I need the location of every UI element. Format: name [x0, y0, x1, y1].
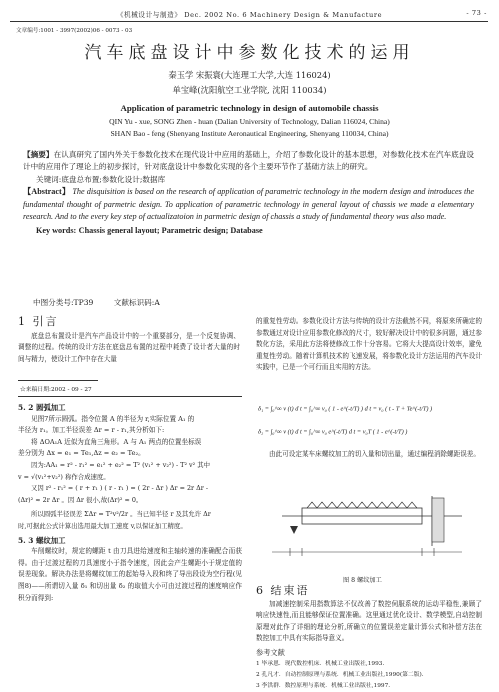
authors-en-2: SHAN Bao - feng (Shenyang Institute Aeronautical Engineering, Shenyang 110034, China) [110, 129, 389, 138]
article-number: 文章编号:1001 - 3997(2002)06 - 0073 - 03 [16, 28, 133, 34]
keywords-en-text: Chassis general layout; Parametric design; Database [78, 226, 263, 235]
keywords-cn [23, 174, 474, 186]
sec52-line-5: 因为:AA₁ = r² - r₁² = e₁² + e₂² = T² (v₁² + v₂²) - T² v² 其中 [31, 460, 211, 469]
running-header [0, 9, 499, 19]
sec52-line-1: 见图7所示圆弧。指令位置 A 的半径为 r,实际位置 A₁ 的 [31, 414, 195, 423]
journal-info: 《机械设计与制造》 Dec. 2002 No. 6 Machinery Design & Manufacture [116, 11, 383, 19]
section-5-2-heading: 5. 2 圆弧加工 [18, 403, 66, 412]
section-1-paragraph: 底盘总布置设计是汽车产品设计中的一个重要部分，是一个反复协调、调整的过程。传统的设计方法在底盘总布置的过程中耗费了设计者大量的时间与精力，使设计工作中存在大量 [18, 331, 240, 363]
sec52-line-9: 所以圆弧半径误差 ΣΔr = T²v²/2r 。当已知半径 r 及其允许 Δr [31, 510, 211, 519]
section-5-3-paragraph: 车削螺纹时，规定的螺距 t 由刀具进给速度和主轴转速的准确配合而获得。由于过渡过程的刀具速度小于指令速度，因此会产生螺距小于规定值的误差现象。解决办法是将螺纹加工的起始导入段和终了导出段设为空行程(见图8)——所谓切入量 δ₁ 和切出量 δ₂ 的取值大小可由过渡过程的速度响应作积分而得到: [18, 547, 242, 602]
sec52-line-3: 将 ΔOA₁A 近似为直角三角形。A 与 A₁ 两点的位置坐标误 [31, 437, 202, 446]
page-number: - 73 - [466, 9, 487, 17]
figure-caption: 图 8 螺纹加工 [343, 577, 382, 584]
references-list [256, 659, 482, 692]
footnote-rule [18, 380, 98, 381]
keywords-en [23, 225, 474, 237]
classification-number: 中图分类号:TP39 [33, 298, 94, 307]
right-column-lower [256, 585, 482, 692]
paper-title: 汽车底盘设计中参数化技术的运用 [84, 43, 415, 63]
abstract-cn-text: 在认真研究了国内外关于参数化技术在现代设计中应用的基础上，介绍了参数化设计的基本思想，对参数化技术在汽车底盘设计中的应用作了理论上的初步探讨，针对底盘设计中参数化实现的各个主要环节作了基础方法上的研究。 [23, 150, 475, 172]
left-column-lower [18, 402, 242, 604]
chuck [432, 498, 444, 542]
keywords-cn-text: 底盘总布置;参数化设计;数据库 [61, 174, 166, 184]
abstract-en-tag: 【Abstract】 [23, 187, 71, 197]
figure-thread-machining [262, 486, 474, 572]
abstract-cn-tag: 【摘要】 [23, 150, 54, 159]
formula-delta1: δ₁ = ∫₀^∞ v (t) d t = ∫₀^∞ v₀ ( 1 - e^(-t/T) ) d t = v₀ ( t - T + Te^(-t/T) ) [258, 405, 433, 413]
intro-continued-paragraph: 的重复性劳动。参数化设计方法与传统的设计方法截然不同，将原来所确定的参数通过对设计应用参数化修改的尺寸，较好解决设计中的很多问题，通过参数化方法，采用此方法将使修改工作十分容易。它将大大提高设计效率，避免重复性劳动。随着计算机技术的飞速发展，将参数化设计方法运用的汽车设计实践中，已是一个可行而且实用的方法。 [256, 317, 482, 372]
section-5-3-heading: 5. 3 螺纹加工 [18, 535, 66, 545]
tool-tip [290, 526, 298, 534]
reference-item: 3 李洪群．数控原理与系统．机械工业出版社,1997. [256, 682, 391, 689]
sec52-line-4: 差分别为 Δx = e₁ = Te₁,Δz = e₂ = Te₂。 [18, 449, 145, 458]
sec52-line-7: 又因 r² - r₁² = ( r + r₁ ) ( r - r₁ ) = ( 2r - Δr ) Δr = 2r Δr - [31, 484, 208, 493]
right-column-mid [256, 449, 482, 461]
authors-en-1: QIN Yu - xue, SONG Zhen - huan (Dalian University of Technology, Dalian 116024, China) [109, 117, 390, 126]
abstract-cn [23, 149, 474, 174]
sec52-line-6: v = √(v₁²+v₂²) 称作合成速度。 [18, 472, 110, 481]
references-heading: 参考文献 [256, 647, 285, 657]
abstract-block [23, 149, 474, 237]
paper-title-en: Application of parametric technology in design of automobile chassis [120, 103, 379, 113]
section-6-paragraph: 加减速控制采用指数算法不仅改善了数控伺服系统的运动平稳性,兼顾了响应快速性,而且能够保证位置准确。这里通过优化设计、数学模型,自动控制原理对此作了详细的理论分析,所确立的位置误差定量计算公式和补偿方法在数控加工中具有实际指导意义。 [256, 599, 482, 643]
classification-line [33, 297, 178, 308]
reference-item: 1 毕承恩．现代数控机床．机械工业出版社,1993. [256, 660, 385, 667]
left-column [18, 316, 240, 365]
authors-cn-2: 单宝峰(沈阳航空工业学院, 沈阳 110034) [172, 85, 327, 95]
thread-profile [307, 502, 417, 508]
authors-cn-1: 秦玉学 宋振寰(大连理工大学,大连 116024) [168, 70, 331, 80]
reference-item: 2 孔凡才．自动控制原理与系统．机械工业出版社,1990(第二版). [256, 671, 424, 678]
sec52-line-10: 时,可据此公式计算出选用最大加工速度 v,以保证加工精度。 [18, 521, 187, 530]
keywords-cn-tag: 关键词: [36, 174, 62, 184]
column-rule [18, 396, 242, 397]
abstract-en-text: The disquisition is based on the research of application of parametric technology in the modern design and introduces the fundamental thought of parmetric design. To application of parametric technology in general layout of chassis we made a elementary research. And to the every key step of actualizatoion in parmetric design of chassis a study of fundamental theory was also made. [23, 187, 475, 222]
section-6-heading: 6 结束语 [256, 584, 310, 597]
right-column [256, 316, 482, 374]
footnote-date: ☆来稿日期:2002 - 09 - 27 [20, 387, 92, 393]
after-formula-paragraph: 由此可设定某车床螺纹加工的切入量和切出量，通过编程消除螺距误差。 [269, 450, 480, 458]
document-code: 文献标识码:A [113, 298, 160, 307]
section-1-heading: 1 引言 [18, 315, 59, 328]
abstract-en [23, 186, 474, 224]
sec52-line-2: 半径为 r₁。加工半径误差 Δr = r - r₁,其分析如下: [18, 426, 165, 435]
header-rule [10, 21, 488, 22]
formula-delta2: δ₂ = ∫₀^∞ v (t) d t = ∫₀^∞ v₀ e^(-t/T) d t = v₀T ( 1 - e^(-t/T) ) [258, 428, 408, 436]
sec52-line-8: (Δr)² ≈ 2r Δr 。因 Δr 很小,故(Δr)² ≈ 0。 [18, 495, 143, 504]
keywords-en-tag: Key words: [36, 226, 77, 235]
thread-diagram [262, 486, 474, 572]
